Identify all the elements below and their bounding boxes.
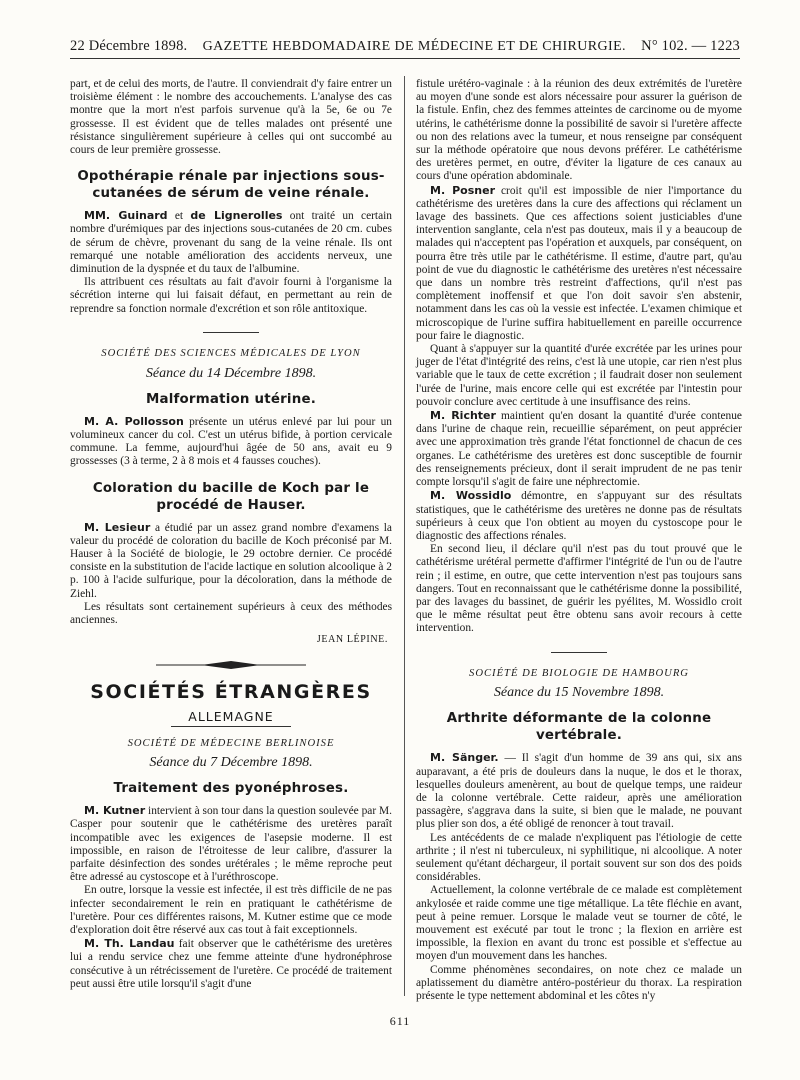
- text-run: croit qu'il est impossible de nier l'importance du cathétérisme des uretères dans la cure des affections qui réclament un lavage des bassinets. Que ces affections soient justiciables d'une intervention sanglante, cela n'est pas douteux, mais il y a beaucoup de malades qui n'acceptent pas l'opération et auxquels, par conséquent, on pourra être très utile par le cathétérisme. Il estime, d'autre part, qu'au point de vue du diagnostic le cathétérisme des uretères n'est nécessaire que dans un nombre très restreint d'affections, qu'il n'est pas complètement inoffensif et que l'on doit savoir s'en abstenir, notamment dans les cas où la vessie est infectée. L'examen chimique et microscopique de l'urine suffira habituellement en pareille occurrence pour faire le diagnostic.: [416, 184, 742, 342]
- column-divider: [404, 76, 405, 996]
- paragraph-sanger-4: Comme phénomènes secondaires, on note chez ce malade un aplatissement du diamètre antéro-postérieur du thorax. La respiration présente le type nettement abdominal et les côtes n'y: [416, 963, 742, 1003]
- speaker-name: de Lignerolles: [190, 209, 283, 223]
- text-run: ont traité un certain nombre d'urémiques par des injections sous-cutanées de 20 cm. cubes de sérum de chèvre, provenant du sang de la veine rénale. Ils ont remarqué une notable amélioration des accidents nerveux, une diminution de la dyspnée et du taux de l'albumine.: [70, 210, 392, 276]
- left-column: [70, 78, 392, 991]
- speaker-name: M. A. Pollosson: [84, 414, 184, 428]
- speaker-name: M. Th. Landau: [84, 937, 175, 951]
- speaker-name: MM. Guinard: [84, 209, 168, 223]
- paragraph-richter: [416, 409, 742, 489]
- society-heading-hamburg: SOCIÉTÉ DE BIOLOGIE DE HAMBOURG: [469, 668, 689, 680]
- text-run: démontre, en s'appuyant sur des résultats statistiques, que le cathétérisme des uretères ne donne pas de résultats supérieurs à ceux que l'on obtient au moyen du cystoscope pour le diagnostic des affections rénales.: [416, 490, 742, 542]
- society-heading-berlin: SOCIÉTÉ DE MÉDECINE BERLINOISE: [127, 737, 335, 749]
- speaker-name: M. Wossidlo: [430, 489, 512, 503]
- paragraph-lesieur: [70, 521, 392, 601]
- paragraph-guinard-2: Ils attribuent ces résultats au fait d'avoir fourni à l'organisme la sécrétion interne qui lui faisait défaut, en permettant au rein de reprendre sa fonction normale d'excrétion et son rôle antitoxique.: [70, 276, 392, 315]
- paragraph-landau: [70, 937, 392, 991]
- session-date-berlin: Séance du 7 Décembre 1898.: [149, 755, 313, 770]
- paragraph-wossidlo: [416, 489, 742, 543]
- paragraph-lesieur-2: Les résultats sont certainement supérieurs à ceux des méthodes anciennes.: [70, 600, 392, 626]
- header-issue-number: N° 102. — 1223: [641, 38, 740, 54]
- paragraph-posner-2: Quant à s'appuyer sur la quantité d'urée excrétée par les urines pour juger de l'état d'intégrité des reins, c'est là une utopie, car rien n'est plus variable que le taux de cette excrétion ; il faudrait doser non seulement l'urée de l'urine, mais encore celle qui est excrétée par l'intestin pour pouvoir conclure avec certitude à une insuffisance des reins.: [416, 343, 742, 408]
- right-column: [416, 78, 742, 1003]
- paragraph-posner: [416, 184, 742, 343]
- text-run: présente un utérus enlevé par lui pour un volumineux cancer du col. C'est un utérus bifide, à portion cervicale commune. La femme, aujourd'hui âgée de 50 ans, avait eu 9 grossesses (3 à terme, 2 à 8 mois et 4 fausses couches).: [70, 415, 392, 468]
- paragraph-sanger-2: Les antécédents de ce malade n'expliquent pas l'étiologie de cette arthrite ; il n'est ni tuberculeux, ni syphilitique, ni alcoolique. A noter seulement qu'étant déchargeur, il portait souvent sur son dos des poids considérables.: [416, 831, 742, 884]
- text-run: — Il s'agit d'un homme de 39 ans qui, six ans auparavant, a été pris de douleurs dans la nuque, le dos et le thorax, lesquelles douleurs amenèrent, au bout de quelque temps, une raideur de la colonne vertébrale. Cette raideur, après une amélioration passagère, s'aggrava dans la suite, si bien que le malade, ne pouvant plus plier son dos, a été obligé de renoncer à tout travail.: [416, 752, 742, 831]
- paragraph-continuation: fistule urétéro-vaginale : à la réunion des deux extrémités de l'uretère au moyen d'une sonde est alors nécessaire pour assurer la guérison de la fistule. Enfin, chez des femmes atteintes de carcinome ou de myome utérins, le cathétérisme donne la possibilité de savoir si l'uretère affecte ou non des relations avec la tumeur, et nous renseigne par conséquent sur la méthode opératoire que nous devons préférer. Le cathétérisme des uretères permet, en outre, d'éviter la ligature de ces canaux au cours d'une opération abdominale.: [416, 78, 742, 183]
- article-title-opotherapie: Opothérapie rénale par injections sous-cutanées de sérum de veine rénale.: [77, 169, 385, 202]
- paragraph-kutner: [70, 804, 392, 884]
- paragraph-guinard: [70, 209, 392, 276]
- speaker-name: M. Posner: [430, 183, 495, 197]
- ornament-rule-icon: [156, 660, 306, 670]
- text-run: et: [167, 210, 191, 223]
- article-title-coloration: Coloration du bacille de Koch par le procédé de Hauser.: [92, 480, 370, 513]
- text-run: intervient à son tour dans la question soulevée par M. Casper pour soutenir que le cathétérisme des uretères paraît incompatible avec les exigences de l'asepsie moderne. Il est impossible, en raison de l'étroitesse de leur calibre, d'assurer la parfaite désinfection des sondes urétérales ; le même reproche peut être adressé au cystoscope et à l'uréthroscope.: [70, 805, 392, 884]
- article-title-pyonephroses: Traitement des pyonéphroses.: [113, 781, 349, 797]
- article-title-arthrite: Arthrite déformante de la colonne vertébrale.: [446, 711, 712, 744]
- text-run: a étudié par un assez grand nombre d'examens la valeur du procédé de coloration du bacille de Koch préconisé par M. Hauser à la Société de biologie, le 29 octobre dernier. Ce procédé consiste en la substitution de l'acide lactique en solution alcoolique à 2 p. 100 à l'acide sulfurique, pour la décoloration, dans la méthode de Ziehl.: [70, 521, 392, 600]
- paragraph-intro: part, et de celui des morts, de l'autre. Il conviendrait d'y faire entrer un troisième élément : le nombre des accouchements. L'analyse des cas montre que la mort n'est parfois survenue qu'à la 5e, 6e ou 7e grossesse. Il est évident que de telles malades ont présenté une résistance singulièrement supérieure à celles qui ont succombé au cours de leur première grossesse.: [70, 78, 392, 157]
- paragraph-sanger: [416, 751, 742, 831]
- speaker-name: M. Sänger.: [430, 751, 499, 765]
- paragraph-sanger-3: Actuellement, la colonne vertébrale de ce malade est complètement ankylosée et raide comme une tige métallique. La tête fléchie en avant, peut à peine remuer. Lorsque le malade veut se tourner de côté, le mouvement est exécuté par tout le tronc ; la flexion en arrière est impossible, la flexion en avant du tronc est possible et s'effectue au moyen d'un mouvement dans les hanches.: [416, 884, 742, 963]
- section-rule: [551, 652, 607, 654]
- paragraph-wossidlo-2: En second lieu, il déclare qu'il n'est pas du tout prouvé que le cathétérisme urétéral permette d'affirmer l'intégrité de l'un ou de l'autre rein ; il estime, en outre, que cette intervention n'est pas toujours sans dangers. Tout en reconnaissant que le cathétérisme donne la possibilité, par des lavages du bassinet, de guérir les pyélites, M. Wossidlo croit que le même résultat peut être obtenu sans avoir recours à cette intervention.: [416, 543, 742, 635]
- header-journal-title: GAZETTE HEBDOMADAIRE DE MÉDECINE ET DE CHIRURGIE.: [202, 39, 626, 54]
- section-rule: [203, 332, 259, 334]
- text-run: fait observer que le cathétérisme des uretères lui a rendu service chez une femme atteinte d'une hydronéphrose consécutive à un rétrécissement de l'uretère. Ce procédé de traitement peut aussi être utile lorsqu'il s'agit d'une: [70, 938, 392, 990]
- author-signature: JEAN LÉPINE.: [316, 634, 388, 646]
- country-heading: ALLEMAGNE: [171, 710, 291, 727]
- speaker-name: M. Richter: [430, 409, 496, 423]
- text-run: maintient qu'en dosant la quantité d'urée contenue dans l'urine de chaque rein, recueillie séparément, on peut apprécier avec une approximation très grande l'état fonctionnel de chacun de ces organes. Le cathétérisme des uretères est donc susceptible de fournir des renseignements précieux, dont il serait imprudent de ne pas tenir compte lorsqu'il s'agit de faire une néphrectomie.: [416, 410, 742, 489]
- paragraph-kutner-2: En outre, lorsque la vessie est infectée, il est très difficile de ne pas infecter secondairement le rein en pratiquant le cathétérisme de l'uretère. Pour ces différentes raisons, M. Kutner estime que ce mode d'exploration doit être réservé aux cas tout à fait exceptionnels.: [70, 884, 392, 937]
- speaker-name: M. Lesieur: [84, 520, 151, 534]
- session-date-hamburg: Séance du 15 Novembre 1898.: [493, 685, 665, 701]
- header-date: 22 Décembre 1898.: [70, 38, 188, 54]
- section-heading-societes-etrangeres: SOCIÉTÉS ÉTRANGÈRES: [90, 681, 372, 704]
- running-head: [70, 38, 740, 59]
- society-heading-lyon: SOCIÉTÉ DES SCIENCES MÉDICALES DE LYON: [101, 348, 361, 360]
- page-folio-number: 611: [389, 1014, 411, 1028]
- paragraph-pollosson: [70, 415, 392, 469]
- session-date-lyon: Séance du 14 Décembre 1898.: [145, 365, 317, 381]
- article-title-malformation: Malformation utérine.: [145, 391, 317, 407]
- speaker-name: M. Kutner: [84, 804, 146, 818]
